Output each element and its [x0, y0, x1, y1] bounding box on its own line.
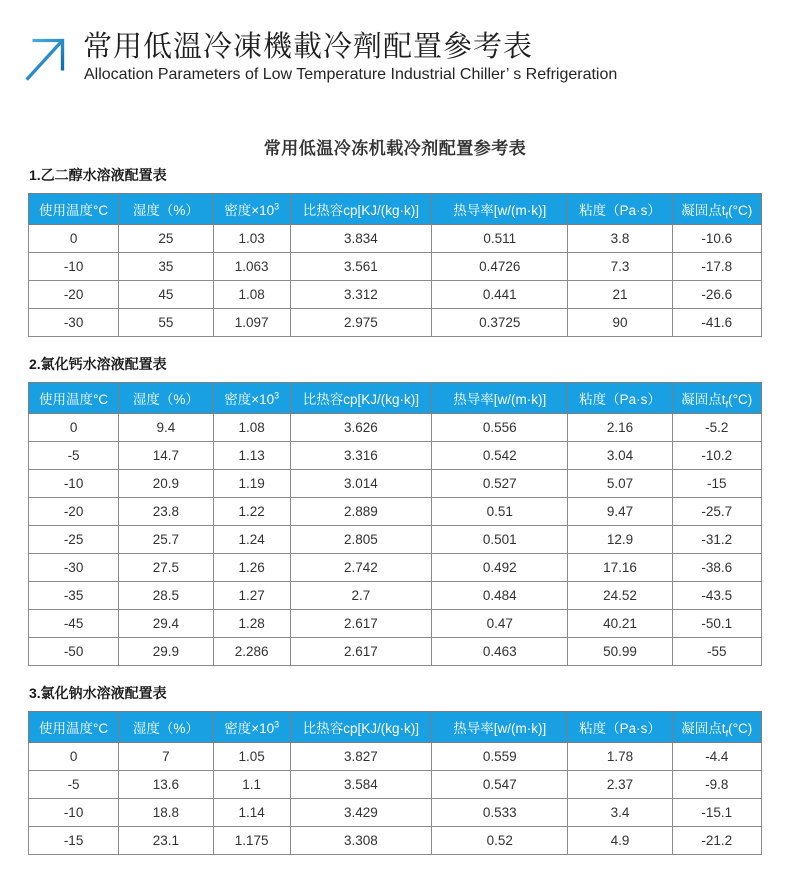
- column-header: [290, 712, 431, 743]
- table-cell: 18.8: [119, 799, 214, 827]
- table-cell: 0: [29, 414, 119, 442]
- table-cell: -20: [29, 281, 119, 309]
- table-cell: 27.5: [119, 554, 214, 582]
- column-header: [432, 712, 568, 743]
- table-cell: 3.561: [290, 253, 431, 281]
- table-cell: 0.527: [432, 470, 568, 498]
- table-cell: -25: [29, 526, 119, 554]
- table-cell: 13.6: [119, 771, 214, 799]
- table-cell: 1.13: [213, 442, 290, 470]
- table-cell: 14.7: [119, 442, 214, 470]
- table-section: [28, 683, 762, 855]
- column-header: [29, 194, 119, 225]
- table-cell: 29.9: [119, 638, 214, 666]
- brand-title: 常用低溫冷凍機載冷劑配置參考表: [83, 31, 534, 63]
- table-row: [29, 827, 762, 855]
- table-cell: 21: [568, 281, 672, 309]
- column-header-subscript: f: [725, 729, 729, 739]
- table-cell: -26.6: [672, 281, 761, 309]
- table-section: [28, 354, 762, 666]
- table-row: [29, 414, 762, 442]
- table-row: [29, 225, 762, 253]
- table-cell: 0.4726: [432, 253, 568, 281]
- section-label: 3.氯化钠水溶液配置表: [29, 685, 167, 702]
- table-cell: 0: [29, 225, 119, 253]
- table-cell: 0.547: [432, 771, 568, 799]
- table-cell: 1.26: [213, 554, 290, 582]
- table-row: [29, 771, 762, 799]
- column-header-label: 比热容cp[KJ/(kg·k)]: [302, 392, 420, 408]
- column-header-label: 热导率[w/(m·k)]: [453, 721, 547, 737]
- table-cell: -10: [29, 253, 119, 281]
- data-table: [28, 382, 762, 666]
- table-cell: 2.286: [213, 638, 290, 666]
- column-header-suffix: (°C): [728, 392, 753, 408]
- table-cell: 1.08: [213, 281, 290, 309]
- table-cell: -10: [29, 470, 119, 498]
- column-header-label: 粘度（Pa·s）: [579, 721, 661, 737]
- table-cell: 0.441: [432, 281, 568, 309]
- document-title: 常用低温冷冻机载冷剂配置参考表: [263, 139, 527, 159]
- column-header: [290, 383, 431, 414]
- column-header: [119, 712, 214, 743]
- column-header: [213, 712, 290, 743]
- column-header: [568, 383, 672, 414]
- table-cell: 2.805: [290, 526, 431, 554]
- table-row: [29, 253, 762, 281]
- table-cell: 1.1: [213, 771, 290, 799]
- table-cell: 3.316: [290, 442, 431, 470]
- table-cell: 0.542: [432, 442, 568, 470]
- table-cell: 0.556: [432, 414, 568, 442]
- table-cell: 0.3725: [432, 309, 568, 337]
- brand-text-block: [83, 32, 617, 84]
- table-header-row: [29, 383, 762, 414]
- table-cell: -4.4: [672, 743, 761, 771]
- table-row: [29, 582, 762, 610]
- table-cell: 3.04: [568, 442, 672, 470]
- table-row: [29, 743, 762, 771]
- table-cell: 0: [29, 743, 119, 771]
- table-cell: 50.99: [568, 638, 672, 666]
- column-header: [568, 194, 672, 225]
- table-cell: 1.22: [213, 498, 290, 526]
- table-cell: 1.08: [213, 414, 290, 442]
- table-cell: 3.429: [290, 799, 431, 827]
- table-cell: -35: [29, 582, 119, 610]
- table-cell: 2.889: [290, 498, 431, 526]
- table-cell: 3.626: [290, 414, 431, 442]
- column-header-label: 湿度（%）: [132, 392, 199, 408]
- table-cell: 3.312: [290, 281, 431, 309]
- table-cell: -15.1: [672, 799, 761, 827]
- table-cell: 4.9: [568, 827, 672, 855]
- table-cell: 0.492: [432, 554, 568, 582]
- tables-container: [0, 165, 790, 855]
- table-row: [29, 281, 762, 309]
- table-cell: 28.5: [119, 582, 214, 610]
- column-header-label: 使用温度°C: [39, 392, 109, 408]
- column-header: [432, 194, 568, 225]
- table-cell: 23.8: [119, 498, 214, 526]
- column-header-subscript: f: [725, 400, 729, 410]
- table-cell: 3.834: [290, 225, 431, 253]
- table-cell: 0.484: [432, 582, 568, 610]
- table-cell: -41.6: [672, 309, 761, 337]
- column-header-label: 热导率[w/(m·k)]: [453, 203, 547, 219]
- table-cell: -9.8: [672, 771, 761, 799]
- column-header: [119, 383, 214, 414]
- table-cell: -21.2: [672, 827, 761, 855]
- column-header: [119, 194, 214, 225]
- table-cell: 90: [568, 309, 672, 337]
- table-cell: -50: [29, 638, 119, 666]
- column-header: [672, 383, 761, 414]
- table-cell: 24.52: [568, 582, 672, 610]
- table-cell: 1.28: [213, 610, 290, 638]
- column-header-label: 湿度（%）: [132, 203, 199, 219]
- table-cell: -10: [29, 799, 119, 827]
- section-label: 2.氯化钙水溶液配置表: [29, 356, 167, 373]
- table-row: [29, 442, 762, 470]
- table-cell: 1.27: [213, 582, 290, 610]
- brand-subtitle: Allocation Parameters of Low Temperature Industrial Chiller’ s Refrigeration: [84, 66, 618, 84]
- table-cell: -15: [29, 827, 119, 855]
- table-cell: 29.4: [119, 610, 214, 638]
- table-cell: -5: [29, 442, 119, 470]
- column-header: [213, 383, 290, 414]
- column-header: [213, 194, 290, 225]
- brand-header: [0, 0, 790, 84]
- table-row: [29, 554, 762, 582]
- table-cell: 25: [119, 225, 214, 253]
- table-row: [29, 309, 762, 337]
- section-label: 1.乙二醇水溶液配置表: [29, 167, 167, 184]
- table-cell: 2.37: [568, 771, 672, 799]
- table-cell: 35: [119, 253, 214, 281]
- column-header-label: 比热容cp[KJ/(kg·k)]: [302, 203, 420, 219]
- table-cell: 3.827: [290, 743, 431, 771]
- table-cell: 1.05: [213, 743, 290, 771]
- column-header: [290, 194, 431, 225]
- table-cell: 0.47: [432, 610, 568, 638]
- table-cell: 5.07: [568, 470, 672, 498]
- arrow-up-right-icon: [20, 32, 70, 84]
- table-row: [29, 526, 762, 554]
- table-cell: 2.7: [290, 582, 431, 610]
- table-cell: 3.8: [568, 225, 672, 253]
- table-cell: 3.014: [290, 470, 431, 498]
- table-cell: -10.6: [672, 225, 761, 253]
- table-cell: 2.617: [290, 610, 431, 638]
- table-cell: -50.1: [672, 610, 761, 638]
- column-header: [568, 712, 672, 743]
- table-cell: 2.742: [290, 554, 431, 582]
- table-row: [29, 638, 762, 666]
- column-header-label: 使用温度°C: [39, 721, 109, 737]
- table-cell: 1.78: [568, 743, 672, 771]
- table-cell: 0.501: [432, 526, 568, 554]
- table-cell: -5: [29, 771, 119, 799]
- table-cell: -20: [29, 498, 119, 526]
- table-cell: 55: [119, 309, 214, 337]
- column-header: [672, 712, 761, 743]
- data-table: [28, 711, 762, 855]
- table-cell: -30: [29, 554, 119, 582]
- column-header-superscript: 3: [274, 719, 280, 730]
- table-cell: -5.2: [672, 414, 761, 442]
- column-header-label: 粘度（Pa·s）: [579, 203, 661, 219]
- column-header-label: 湿度（%）: [132, 721, 199, 737]
- table-header-row: [29, 712, 762, 743]
- table-cell: -10.2: [672, 442, 761, 470]
- table-row: [29, 799, 762, 827]
- table-cell: -43.5: [672, 582, 761, 610]
- table-cell: -45: [29, 610, 119, 638]
- column-header: [432, 383, 568, 414]
- table-cell: 23.1: [119, 827, 214, 855]
- table-cell: 1.063: [213, 253, 290, 281]
- column-header-superscript: 3: [274, 201, 280, 212]
- column-header: [672, 194, 761, 225]
- table-cell: -15: [672, 470, 761, 498]
- table-cell: 1.24: [213, 526, 290, 554]
- column-header-label: 粘度（Pa·s）: [579, 392, 661, 408]
- table-cell: -55: [672, 638, 761, 666]
- table-cell: 9.47: [568, 498, 672, 526]
- table-row: [29, 498, 762, 526]
- data-table: [28, 193, 762, 337]
- column-header-subscript: f: [725, 211, 729, 221]
- table-cell: 7.3: [568, 253, 672, 281]
- table-row: [29, 610, 762, 638]
- column-header-label: 凝固点t: [681, 203, 726, 219]
- table-row: [29, 470, 762, 498]
- table-cell: 0.511: [432, 225, 568, 253]
- table-cell: 2.617: [290, 638, 431, 666]
- column-header-label: 使用温度°C: [39, 203, 109, 219]
- table-cell: 17.16: [568, 554, 672, 582]
- table-header-row: [29, 194, 762, 225]
- table-cell: 45: [119, 281, 214, 309]
- table-cell: 2.16: [568, 414, 672, 442]
- table-cell: 2.975: [290, 309, 431, 337]
- table-cell: 0.52: [432, 827, 568, 855]
- table-cell: 1.19: [213, 470, 290, 498]
- column-header-superscript: 3: [274, 390, 280, 401]
- table-cell: 9.4: [119, 414, 214, 442]
- column-header-suffix: (°C): [728, 203, 753, 219]
- column-header-label: 密度×10: [224, 721, 275, 737]
- table-cell: 1.14: [213, 799, 290, 827]
- table-cell: 3.4: [568, 799, 672, 827]
- column-header-label: 比热容cp[KJ/(kg·k)]: [302, 721, 420, 737]
- table-cell: 40.21: [568, 610, 672, 638]
- table-cell: 3.584: [290, 771, 431, 799]
- column-header-label: 密度×10: [224, 392, 275, 408]
- column-header: [29, 383, 119, 414]
- table-cell: -17.8: [672, 253, 761, 281]
- column-header-label: 密度×10: [224, 203, 275, 219]
- table-cell: 1.097: [213, 309, 290, 337]
- table-cell: 7: [119, 743, 214, 771]
- table-cell: -25.7: [672, 498, 761, 526]
- column-header-label: 热导率[w/(m·k)]: [453, 392, 547, 408]
- table-cell: 3.308: [290, 827, 431, 855]
- column-header-label: 凝固点t: [681, 721, 726, 737]
- table-cell: 25.7: [119, 526, 214, 554]
- table-section: [28, 165, 762, 337]
- column-header-label: 凝固点t: [681, 392, 726, 408]
- column-header-suffix: (°C): [728, 721, 753, 737]
- table-cell: -38.6: [672, 554, 761, 582]
- table-cell: 0.533: [432, 799, 568, 827]
- table-cell: -30: [29, 309, 119, 337]
- table-cell: 1.175: [213, 827, 290, 855]
- table-cell: 0.463: [432, 638, 568, 666]
- table-cell: 12.9: [568, 526, 672, 554]
- table-cell: 20.9: [119, 470, 214, 498]
- table-cell: 1.03: [213, 225, 290, 253]
- table-cell: 0.559: [432, 743, 568, 771]
- table-cell: -31.2: [672, 526, 761, 554]
- column-header: [29, 712, 119, 743]
- table-cell: 0.51: [432, 498, 568, 526]
